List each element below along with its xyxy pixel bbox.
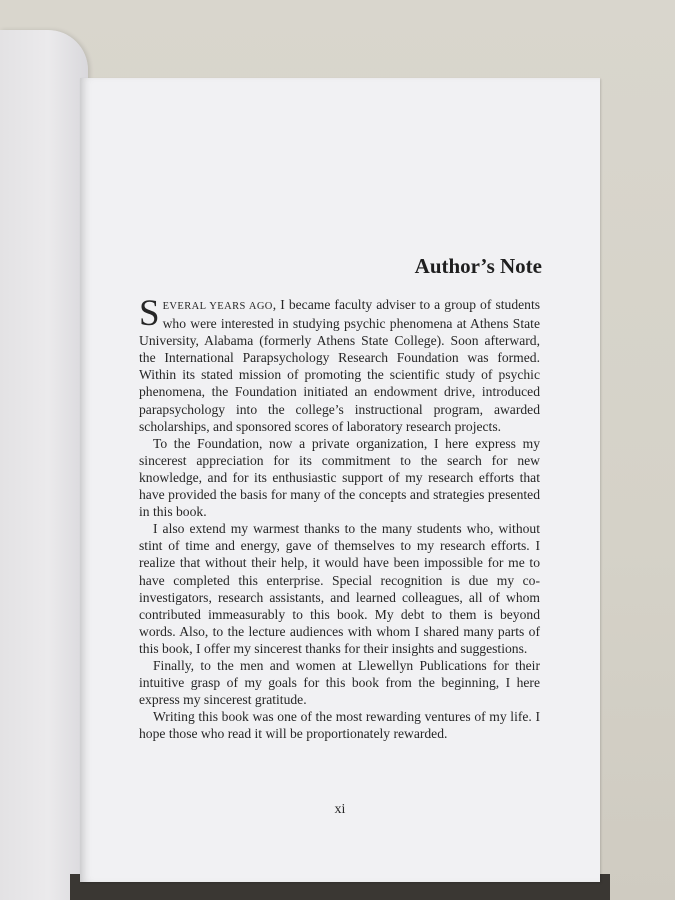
left-page-edge [0, 30, 88, 900]
paragraph-3: I also extend my warmest thanks to the many students who, without stint of time and energy, gave of themselves to my research efforts. I realize that without their help, it would have been impossible for me to have completed this enterprise. Special recognition is due my co-investigators, research assistants, and learned colleagues, all of whom contributed immeasurably to this book. My debt to them is beyond words. Also, to the lecture audiences with whom I shared many parts of this book, I offer my sincerest thanks for their insights and suggestions. [139, 521, 540, 656]
body-text [139, 293, 541, 742]
book-page [80, 78, 600, 882]
page-title: Author’s Note [414, 254, 542, 278]
paragraph-5: Writing this book was one of the most rewarding ventures of my life. I hope those who read it will be proportionately rewarded. [139, 709, 540, 742]
small-caps-opening: EVERAL YEARS AGO [162, 301, 273, 312]
paragraph-4: Finally, to the men and women at Llewellyn Publications for their intuitive grasp of my goals for this book from the beginning, I here express my sincerest gratitude. [139, 657, 540, 708]
page-number: xi [334, 802, 346, 817]
drop-cap: S [139, 293, 160, 334]
paragraph-1-text: , I became faculty adviser to a group of students who were interested in studying psychic phenomena at Athens State University, Alabama (formerly Athens State College). Soon afterward, the International Parapsychology Research Foundation was formed. Within its stated mission of promoting the scientific study of psychic phenomena, the Foundation initiated an endowment drive, introduced parapsychology into the college’s instructional program, awarded scholarships, and sponsored scores of laboratory research projects. [139, 297, 541, 434]
paragraph-1 [139, 293, 541, 435]
paragraph-2: To the Foundation, now a private organization, I here express my sincerest appreciation for its commitment to the search for new knowledge, and for its enthusiastic support of my research efforts that have provided the basis for many of the concepts and strategies presented in this book. [139, 435, 540, 520]
